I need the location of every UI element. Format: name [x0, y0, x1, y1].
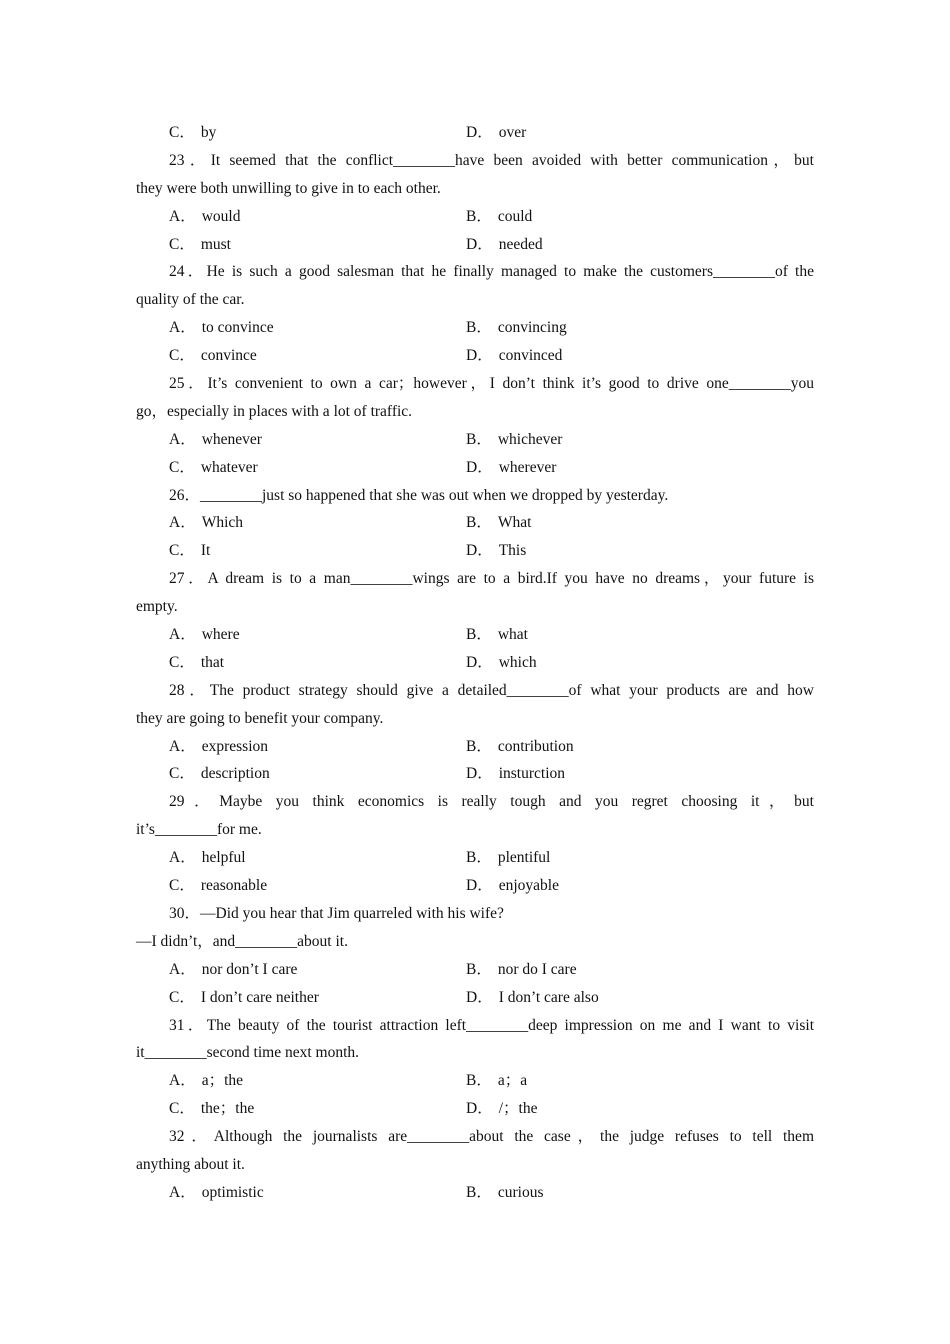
option-c: C． It: [169, 542, 211, 560]
option-d: D． convinced: [466, 347, 563, 365]
option-c: C． must: [169, 235, 231, 253]
options-row: [136, 649, 814, 677]
question-stem-continued: it’s________for me.: [136, 821, 262, 839]
question-stem: 27．A dream is to a man________wings are to a bird.If you have no dreams，your future is: [169, 570, 814, 588]
options-row: [136, 231, 814, 259]
option-b: B． convincing: [466, 319, 567, 337]
question-stem: 32．Although the journalists are________about the case，the judge refuses to tell them: [169, 1128, 814, 1146]
options-row: [136, 454, 814, 482]
option-a: A． nor don’t I care: [169, 960, 298, 978]
question-stem-continued: they were both unwilling to give in to each other.: [136, 179, 441, 197]
question-stem-continued: they are going to benefit your company.: [136, 709, 384, 727]
option-c: C． whatever: [169, 458, 258, 476]
options-row: [136, 119, 814, 147]
option-d: D． over: [466, 124, 527, 141]
option-c: C． convince: [169, 347, 257, 365]
options-row: [136, 760, 814, 788]
question-stem-continued: —I didn’t，and________about it.: [136, 932, 348, 950]
option-c: C． by: [169, 124, 217, 141]
question-stem-continued: anything about it.: [136, 1155, 245, 1173]
options-row: [136, 872, 814, 900]
options-row: [136, 203, 814, 231]
question-stem-continued: empty.: [136, 598, 178, 616]
question-stem: 25．It’s convenient to own a car；however，I don’t think it’s good to drive one________you: [169, 375, 814, 393]
option-a: A． where: [169, 626, 240, 644]
options-row: [136, 844, 814, 872]
option-a: A． optimistic: [169, 1183, 264, 1201]
option-a: A． whenever: [169, 430, 262, 448]
option-b: B． What: [466, 514, 532, 532]
options-row: [136, 984, 814, 1012]
option-d: D． /；the: [466, 1100, 538, 1118]
option-a: A． helpful: [169, 849, 246, 867]
question-stem: 23．It seemed that the conflict________have been avoided with better communication，but: [169, 151, 814, 169]
option-c: C． that: [169, 653, 225, 671]
option-c: C． I don’t care neither: [169, 988, 319, 1006]
question-stem: 24．He is such a good salesman that he finally managed to make the customers________of the: [169, 263, 814, 281]
question-list: [136, 119, 814, 1207]
option-b: B． plentiful: [466, 849, 551, 867]
option-d: D． needed: [466, 235, 543, 253]
option-d: D． wherever: [466, 458, 557, 476]
question-stem-continued: go，especially in places with a lot of traffic.: [136, 402, 413, 420]
option-c: C． the；the: [169, 1100, 255, 1118]
options-row: [136, 342, 814, 370]
options-row: [136, 621, 814, 649]
question-stem-continued: quality of the car.: [136, 291, 245, 309]
option-b: B． a；a: [466, 1072, 528, 1090]
option-c: C． description: [169, 765, 270, 783]
option-d: D． insturction: [466, 765, 566, 783]
option-b: B． curious: [466, 1183, 544, 1201]
question-stem: 29．Maybe you think economics is really tough and you regret choosing it，but: [169, 793, 814, 811]
option-d: D． This: [466, 542, 527, 560]
option-d: D． enjoyable: [466, 877, 559, 895]
question-stem: 26．________just so happened that she was out when we dropped by yesterday.: [169, 486, 669, 504]
option-c: C． reasonable: [169, 877, 268, 895]
options-row: [136, 314, 814, 342]
option-b: B． contribution: [466, 737, 574, 755]
options-row: [136, 537, 814, 565]
option-b: B． whichever: [466, 430, 563, 448]
option-b: B． could: [466, 207, 533, 225]
options-row: [136, 733, 814, 761]
options-row: [136, 426, 814, 454]
options-row: [136, 1095, 814, 1123]
option-b: B． nor do I care: [466, 960, 577, 978]
option-a: A． to convince: [169, 319, 274, 337]
question-stem-continued: it________second time next month.: [136, 1044, 360, 1062]
options-row: [136, 956, 814, 984]
option-a: A． would: [169, 207, 241, 225]
options-row: [136, 1067, 814, 1095]
options-row: [136, 509, 814, 537]
question-stem: 31．The beauty of the tourist attraction left________deep impression on me and I want to visit: [169, 1016, 814, 1034]
options-row: [136, 1179, 814, 1207]
question-stem: 28．The product strategy should give a detailed________of what your products are and how: [169, 681, 814, 699]
option-a: A． expression: [169, 737, 268, 755]
question-stem: 30．—Did you hear that Jim quarreled with his wife?: [169, 904, 504, 922]
option-a: A． a；the: [169, 1072, 244, 1090]
option-d: D． which: [466, 653, 537, 671]
option-a: A． Which: [169, 514, 244, 532]
option-d: D． I don’t care also: [466, 988, 599, 1006]
option-b: B． what: [466, 626, 528, 644]
